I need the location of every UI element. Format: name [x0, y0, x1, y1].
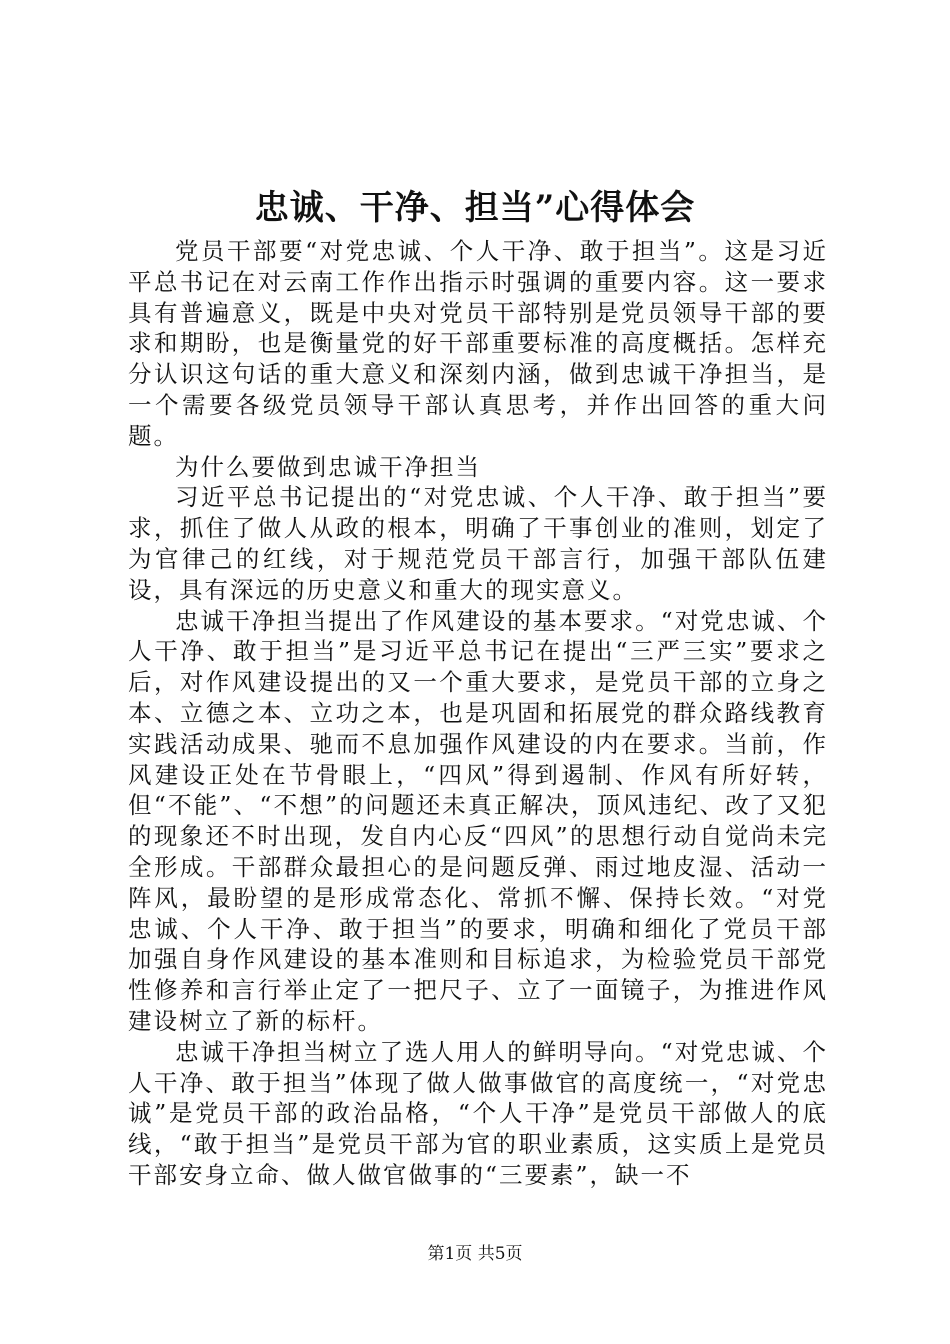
document-body — [128, 236, 828, 1191]
paragraph: 党员干部要“对党忠诚、个人干净、敢于担当”。这是习近平总书记在对云南工作作出指示时强调的重要内容。这一要求具有普遍意义，既是中央对党员干部特别是党员领导干部的要求和期盼，也是衡量党的好干部重要标准的高度概括。怎样充分认识这句话的重大意义和深刻内涵，做到忠诚干净担当，是一个需要各级党员领导干部认真思考，并作出回答的重大问题。 — [128, 237, 828, 450]
paragraph: 习近平总书记提出的“对党忠诚、个人干净、敢于担当”要求，抓住了做人从政的根本，明确了干事创业的准则，划定了为官律己的红线，对于规范党员干部言行，加强干部队伍建设，具有深远的历史意义和重大的现实意义。 — [128, 483, 828, 604]
section-heading: 为什么要做到忠诚干净担当 — [175, 452, 481, 481]
document-title: 忠诚、干净、担当”心得体会 — [254, 188, 696, 228]
paragraph: 忠诚干净担当提出了作风建设的基本要求。“对党忠诚、个人干净、敢于担当”是习近平总书记在提出“三严三实”要求之后，对作风建设提出的又一个重大要求，是党员干部的立身之本、立德之本、立功之本，也是巩固和拓展党的群众路线教育实践活动成果、驰而不息加强作风建设的内在要求。当前，作风建设正处在节骨眼上，“四风”得到遏制、作风有所好转，但“不能”、“不想”的问题还未真正解决，顶风违纪、改了又犯的现象还不时出现，发自内心反“四风”的思想行动自觉尚未完全形成。干部群众最担心的是问题反弹、雨过地皮湿、活动一阵风，最盼望的是形成常态化、常抓不懈、保持长效。“对党忠诚、个人干净、敢于担当”的要求，明确和细化了党员干部加强自身作风建设的基本准则和目标追求，为检验党员干部党性修养和言行举止定了一把尺子、立了一面镜子，为推进作风建设树立了新的标杆。 — [128, 606, 828, 1035]
paragraph: 忠诚干净担当树立了选人用人的鲜明导向。“对党忠诚、个人干净、敢于担当”体现了做人做事做官的高度统一，“对党忠诚”是党员干部的政治品格，“个人干净”是党员干部做人的底线，“敢于担当”是党员干部为官的职业素质，这实质上是党员干部安身立命、做人做官做事的“三要素”，缺一不 — [128, 1037, 828, 1189]
page-number-footer: 第1页 共5页 — [427, 1244, 523, 1264]
